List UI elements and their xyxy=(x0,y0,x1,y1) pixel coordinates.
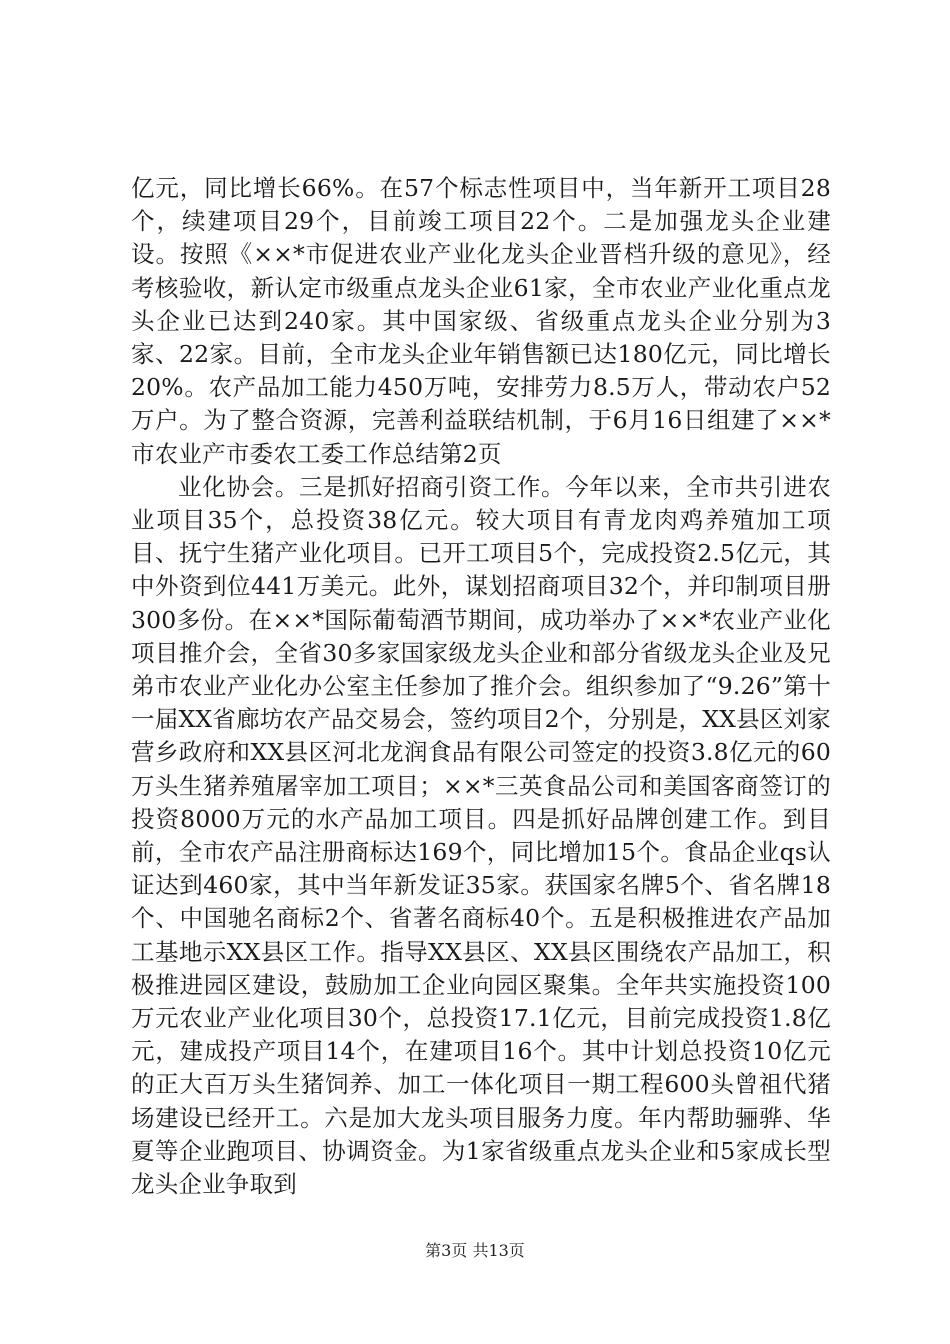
document-body xyxy=(131,172,831,1201)
paragraph-1: 亿元，同比增长66%。在57个标志性项目中，当年新开工项目28个，续建项目29个，目前竣工项目22个。二是加强龙头企业建设。按照《××*市促进农业产业化龙头企业晋档升级的意见》，经考核验收，新认定市级重点龙头企业61家，全市农业产业化重点龙头企业已达到240家。其中国家级、省级重点龙头企业分别为3家、22家。目前，全市龙头企业年销售额已达180亿元，同比增长20%。农产品加工能力450万吨，安排劳力8.5万人，带动农户52万户。为了整合资源，完善利益联结机制，于6月16日组建了××*市农业产市委农工委工作总结第2页 xyxy=(131,174,831,468)
page-number-footer: 第3页 共13页 xyxy=(425,1241,525,1260)
paragraph-2: 业化协会。三是抓好招商引资工作。今年以来，全市共引进农业项目35个，总投资38亿元。较大项目有青龙肉鸡养殖加工项目、抚宁生猪产业化项目。已开工项目5个，完成投资2.5亿元，其中外资到位441万美元。此外，谋划招商项目32个，并印制项目册300多份。在××*国际葡萄酒节期间，成功举办了××*农业产业化项目推介会，全省30多家国家级龙头企业和部分省级龙头企业及兄弟市农业产业化办公室主任参加了推介会。组织参加了“9.26”第十一届XX省廊坊农产品交易会，签约项目2个，分别是，XX县区刘家营乡政府和XX县区河北龙润食品有限公司签定的投资3.8亿元的60万头生猪养殖屠宰加工项目；××*三英食品公司和美国客商签订的投资8000万元的水产品加工项目。四是抓好品牌创建工作。到目前，全市农产品注册商标达169个，同比增加15个。食品企业qs认证达到460家，其中当年新发证35家。获国家名牌5个、省名牌18个、中国驰名商标2个、省著名商标40个。五是积极推进农产品加工基地示XX县区工作。指导XX县区、XX县区围绕农产品加工，积极推进园区建设，鼓励加工企业向园区聚集。全年共实施投资100万元农业产业化项目30个，总投资17.1亿元，目前完成投资1.8亿元，建成投产项目14个，在建项目16个。其中计划总投资10亿元的正大百万头生猪饲养、加工一体化项目一期工程600头曾祖代猪场建设已经开工。六是加大龙头项目服务力度。年内帮助骊骅、华夏等企业跑项目、协调资金。为1家省级重点龙头企业和5家成长型龙头企业争取到 xyxy=(131,472,831,1199)
